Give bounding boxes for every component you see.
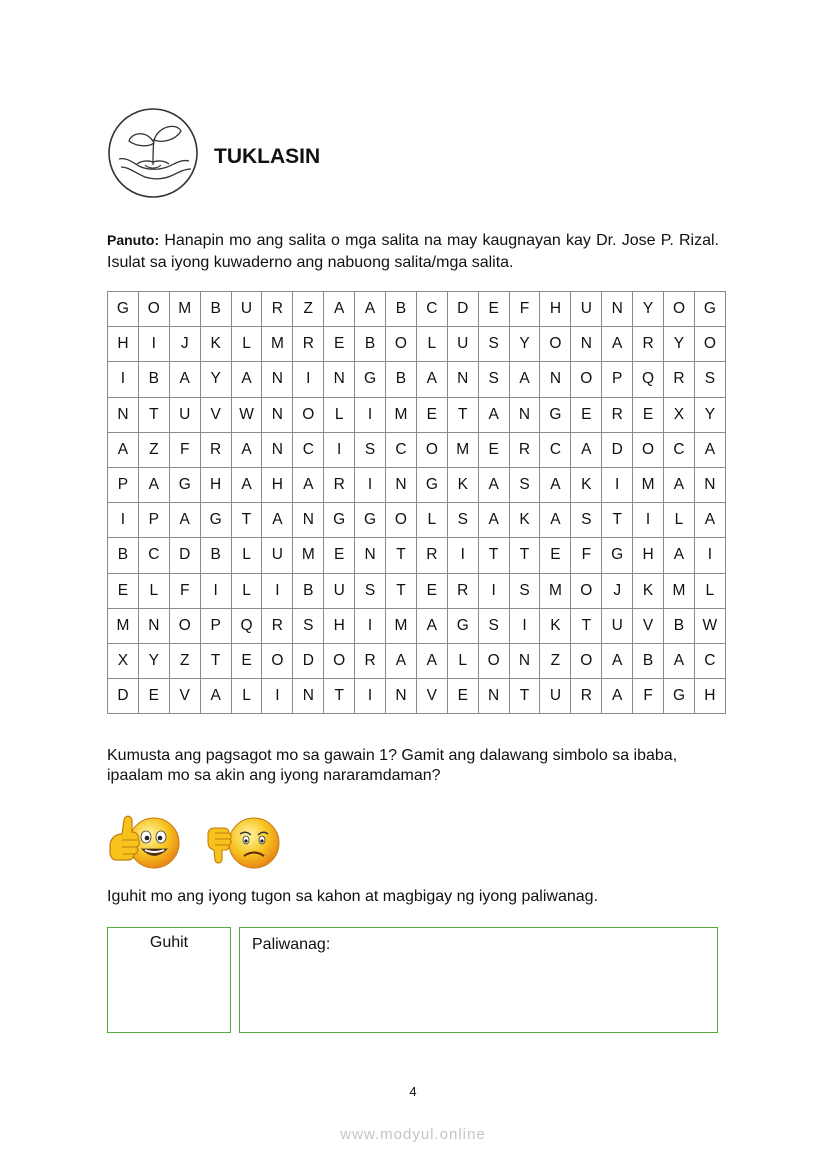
grid-cell[interactable]: A xyxy=(664,538,695,573)
grid-cell[interactable]: C xyxy=(664,432,695,467)
grid-cell[interactable]: R xyxy=(571,679,602,714)
drawing-box-label: Guhit xyxy=(149,934,189,951)
grid-cell[interactable]: N xyxy=(602,292,633,327)
grid-cell[interactable]: E xyxy=(478,292,509,327)
grid-cell[interactable]: L xyxy=(416,327,447,362)
grid-cell[interactable]: L xyxy=(664,503,695,538)
grid-cell[interactable]: M xyxy=(664,573,695,608)
grid-cell[interactable]: N xyxy=(324,362,355,397)
grid-cell[interactable]: M xyxy=(169,292,200,327)
explanation-box-label: Paliwanag: xyxy=(252,936,331,953)
grid-cell[interactable]: V xyxy=(200,397,231,432)
grid-cell[interactable]: C xyxy=(416,292,447,327)
grid-cell[interactable]: B xyxy=(386,292,417,327)
grid-cell[interactable]: P xyxy=(108,467,139,502)
grid-cell[interactable]: G xyxy=(664,679,695,714)
grid-cell[interactable]: A xyxy=(231,432,262,467)
grid-cell[interactable]: A xyxy=(478,467,509,502)
thumbs-up-smiley-icon[interactable] xyxy=(106,810,182,872)
grid-cell[interactable]: O xyxy=(324,643,355,678)
grid-cell[interactable]: I xyxy=(602,467,633,502)
grid-cell[interactable]: O xyxy=(293,397,324,432)
grid-row xyxy=(108,432,726,467)
grid-cell[interactable]: A xyxy=(478,503,509,538)
grid-cell[interactable]: K xyxy=(633,573,664,608)
grid-cell[interactable]: A xyxy=(416,608,447,643)
grid-cell[interactable]: M xyxy=(108,608,139,643)
grid-row xyxy=(108,292,726,327)
grid-cell[interactable]: R xyxy=(200,432,231,467)
grid-cell[interactable]: C xyxy=(138,538,169,573)
section-title: TUKLASIN xyxy=(214,145,321,168)
grid-cell[interactable]: A xyxy=(540,503,571,538)
grid-cell[interactable]: G xyxy=(416,467,447,502)
grid-cell[interactable]: M xyxy=(386,608,417,643)
grid-cell[interactable]: A xyxy=(231,467,262,502)
grid-cell[interactable]: S xyxy=(509,467,540,502)
grid-cell[interactable]: E xyxy=(416,573,447,608)
grid-cell[interactable]: A xyxy=(262,503,293,538)
grid-cell[interactable]: I xyxy=(355,397,386,432)
grid-cell[interactable]: G xyxy=(447,608,478,643)
grid-cell[interactable]: B xyxy=(200,538,231,573)
grid-cell[interactable]: A xyxy=(169,362,200,397)
grid-row xyxy=(108,397,726,432)
grid-cell[interactable]: H xyxy=(108,327,139,362)
grid-cell[interactable]: N xyxy=(262,397,293,432)
grid-cell[interactable]: K xyxy=(509,503,540,538)
grid-cell[interactable]: M xyxy=(262,327,293,362)
grid-cell[interactable]: D xyxy=(293,643,324,678)
grid-cell[interactable]: N xyxy=(355,538,386,573)
grid-cell[interactable]: H xyxy=(540,292,571,327)
grid-cell[interactable]: T xyxy=(602,503,633,538)
grid-cell[interactable]: U xyxy=(571,292,602,327)
grid-cell[interactable]: G xyxy=(324,503,355,538)
grid-cell[interactable]: W xyxy=(231,397,262,432)
grid-cell[interactable]: E xyxy=(540,538,571,573)
grid-cell[interactable]: I xyxy=(355,467,386,502)
grid-cell[interactable]: F xyxy=(169,573,200,608)
grid-cell[interactable]: L xyxy=(694,573,725,608)
grid-cell[interactable]: S xyxy=(293,608,324,643)
grid-cell[interactable]: L xyxy=(324,397,355,432)
grid-cell[interactable]: Z xyxy=(138,432,169,467)
grid-cell[interactable]: M xyxy=(447,432,478,467)
grid-cell[interactable]: M xyxy=(540,573,571,608)
grid-cell[interactable]: R xyxy=(293,327,324,362)
grid-cell[interactable]: R xyxy=(509,432,540,467)
grid-cell[interactable]: U xyxy=(169,397,200,432)
grid-cell[interactable]: G xyxy=(540,397,571,432)
grid-cell[interactable]: R xyxy=(633,327,664,362)
grid-cell[interactable]: O xyxy=(571,362,602,397)
grid-cell[interactable]: P xyxy=(200,608,231,643)
grid-cell[interactable]: G xyxy=(602,538,633,573)
grid-cell[interactable]: O xyxy=(571,643,602,678)
grid-cell[interactable]: N xyxy=(509,397,540,432)
grid-cell[interactable]: L xyxy=(138,573,169,608)
grid-cell[interactable]: I xyxy=(108,362,139,397)
grid-cell[interactable]: T xyxy=(200,643,231,678)
grid-row xyxy=(108,679,726,714)
grid-cell[interactable]: B xyxy=(293,573,324,608)
grid-cell[interactable]: N xyxy=(571,327,602,362)
grid-cell[interactable]: I xyxy=(200,573,231,608)
grid-cell[interactable]: I xyxy=(138,327,169,362)
grid-cell[interactable]: R xyxy=(324,467,355,502)
grid-cell[interactable]: O xyxy=(540,327,571,362)
grid-cell[interactable]: E xyxy=(633,397,664,432)
grid-cell[interactable]: N xyxy=(138,608,169,643)
grid-cell[interactable]: N xyxy=(540,362,571,397)
grid-cell[interactable]: E xyxy=(324,538,355,573)
grid-row xyxy=(108,573,726,608)
grid-cell[interactable]: N xyxy=(386,679,417,714)
grid-cell[interactable]: I xyxy=(447,538,478,573)
grid-cell[interactable]: E xyxy=(231,643,262,678)
grid-row xyxy=(108,327,726,362)
grid-cell[interactable]: C xyxy=(694,643,725,678)
grid-cell[interactable]: H xyxy=(200,467,231,502)
drawing-box[interactable] xyxy=(107,927,231,1033)
grid-cell[interactable]: A xyxy=(602,327,633,362)
grid-cell[interactable]: A xyxy=(416,643,447,678)
grid-cell[interactable]: A xyxy=(324,292,355,327)
grid-cell[interactable]: A xyxy=(355,292,386,327)
grid-cell[interactable]: L xyxy=(231,573,262,608)
grid-cell[interactable]: T xyxy=(231,503,262,538)
grid-cell[interactable]: D xyxy=(602,432,633,467)
grid-cell[interactable]: C xyxy=(386,432,417,467)
grid-cell[interactable]: Y xyxy=(664,327,695,362)
grid-cell[interactable]: Q xyxy=(231,608,262,643)
grid-cell[interactable]: R xyxy=(416,538,447,573)
grid-cell[interactable]: K xyxy=(447,467,478,502)
grid-cell[interactable]: Y xyxy=(633,292,664,327)
grid-cell[interactable]: G xyxy=(200,503,231,538)
grid-cell[interactable]: B xyxy=(386,362,417,397)
grid-cell[interactable]: H xyxy=(633,538,664,573)
grid-cell[interactable]: H xyxy=(694,679,725,714)
grid-row xyxy=(108,467,726,502)
grid-cell[interactable]: G xyxy=(694,292,725,327)
grid-cell[interactable]: A xyxy=(386,643,417,678)
grid-cell[interactable]: S xyxy=(478,608,509,643)
grid-cell[interactable]: V xyxy=(169,679,200,714)
grid-cell[interactable]: Y xyxy=(138,643,169,678)
grid-cell[interactable]: X xyxy=(108,643,139,678)
explanation-box[interactable] xyxy=(239,927,718,1033)
grid-cell[interactable]: S xyxy=(355,432,386,467)
grid-cell[interactable]: N xyxy=(262,432,293,467)
grid-cell[interactable]: G xyxy=(169,467,200,502)
grid-cell[interactable]: D xyxy=(108,679,139,714)
grid-cell[interactable]: N xyxy=(694,467,725,502)
grid-cell[interactable]: T xyxy=(478,538,509,573)
grid-cell[interactable]: B xyxy=(200,292,231,327)
grid-cell[interactable]: O xyxy=(478,643,509,678)
grid-cell[interactable]: R xyxy=(664,362,695,397)
grid-cell[interactable]: Y xyxy=(509,327,540,362)
grid-cell[interactable]: A xyxy=(138,467,169,502)
grid-cell[interactable]: T xyxy=(324,679,355,714)
grid-row xyxy=(108,643,726,678)
grid-cell[interactable]: A xyxy=(571,432,602,467)
grid-cell[interactable]: N xyxy=(108,397,139,432)
grid-cell[interactable]: I xyxy=(262,573,293,608)
grid-cell[interactable]: L xyxy=(231,327,262,362)
grid-cell[interactable]: M xyxy=(386,397,417,432)
grid-row xyxy=(108,503,726,538)
grid-cell[interactable]: A xyxy=(602,643,633,678)
grid-cell[interactable]: Y xyxy=(200,362,231,397)
grid-cell[interactable]: I xyxy=(694,538,725,573)
grid-cell[interactable]: R xyxy=(447,573,478,608)
grid-cell[interactable]: L xyxy=(231,679,262,714)
grid-cell[interactable]: A xyxy=(231,362,262,397)
grid-cell[interactable]: A xyxy=(664,467,695,502)
grid-cell[interactable]: O xyxy=(571,573,602,608)
grid-cell[interactable]: P xyxy=(138,503,169,538)
grid-cell[interactable]: L xyxy=(231,538,262,573)
grid-cell[interactable]: Z xyxy=(540,643,571,678)
grid-cell[interactable]: R xyxy=(262,608,293,643)
grid-cell[interactable]: R xyxy=(602,397,633,432)
grid-cell[interactable]: L xyxy=(447,643,478,678)
word-search-grid xyxy=(107,291,726,714)
grid-cell[interactable]: O xyxy=(633,432,664,467)
grid-cell[interactable]: T xyxy=(386,573,417,608)
grid-cell[interactable]: S xyxy=(509,573,540,608)
grid-cell[interactable]: H xyxy=(262,467,293,502)
grid-cell[interactable]: A xyxy=(509,362,540,397)
grid-cell[interactable]: K xyxy=(540,608,571,643)
grid-cell[interactable]: U xyxy=(540,679,571,714)
grid-cell[interactable]: Z xyxy=(293,292,324,327)
grid-cell[interactable]: N xyxy=(293,679,324,714)
grid-cell[interactable]: B xyxy=(664,608,695,643)
thumbs-down-sad-smiley-icon[interactable] xyxy=(202,814,282,872)
grid-cell[interactable]: L xyxy=(416,503,447,538)
grid-cell[interactable]: H xyxy=(324,608,355,643)
grid-cell[interactable]: N xyxy=(386,467,417,502)
grid-cell[interactable]: F xyxy=(509,292,540,327)
draw-prompt: Iguhit mo ang iyong tugon sa kahon at magbigay ng iyong paliwanag. xyxy=(107,888,599,905)
grid-cell[interactable]: O xyxy=(169,608,200,643)
grid-cell[interactable]: F xyxy=(169,432,200,467)
grid-cell[interactable]: E xyxy=(138,679,169,714)
grid-cell[interactable]: S xyxy=(478,362,509,397)
grid-cell[interactable]: V xyxy=(416,679,447,714)
grid-cell[interactable]: T xyxy=(447,397,478,432)
grid-cell[interactable]: M xyxy=(293,538,324,573)
grid-cell[interactable]: B xyxy=(108,538,139,573)
grid-cell[interactable]: I xyxy=(478,573,509,608)
grid-cell[interactable]: J xyxy=(169,327,200,362)
grid-cell[interactable]: N xyxy=(293,503,324,538)
grid-row xyxy=(108,538,726,573)
grid-cell[interactable]: A xyxy=(694,503,725,538)
feedback-question: Kumusta ang pagsagot mo sa gawain 1? Gamit ang dalawang simbolo sa ibaba, ipaalam mo sa akin ang iyong nararamdaman? xyxy=(107,747,678,784)
grid-row xyxy=(108,362,726,397)
grid-cell[interactable]: G xyxy=(355,503,386,538)
grid-cell[interactable]: E xyxy=(416,397,447,432)
grid-cell[interactable]: A xyxy=(478,397,509,432)
grid-cell[interactable]: I xyxy=(108,503,139,538)
grid-cell[interactable]: I xyxy=(509,608,540,643)
grid-cell[interactable]: T xyxy=(386,538,417,573)
grid-cell[interactable]: O xyxy=(416,432,447,467)
grid-cell[interactable]: I xyxy=(324,432,355,467)
grid-cell[interactable]: S xyxy=(355,573,386,608)
grid-cell[interactable]: P xyxy=(602,362,633,397)
grid-cell[interactable]: J xyxy=(602,573,633,608)
grid-cell[interactable]: U xyxy=(447,327,478,362)
grid-cell[interactable]: A xyxy=(169,503,200,538)
grid-cell[interactable]: U xyxy=(231,292,262,327)
grid-cell[interactable]: A xyxy=(664,643,695,678)
grid-cell[interactable]: U xyxy=(324,573,355,608)
grid-cell[interactable]: Z xyxy=(169,643,200,678)
grid-cell[interactable]: C xyxy=(293,432,324,467)
grid-cell[interactable]: D xyxy=(169,538,200,573)
grid-cell[interactable]: K xyxy=(200,327,231,362)
grid-cell[interactable]: Y xyxy=(694,397,725,432)
grid-cell[interactable]: A xyxy=(200,679,231,714)
grid-cell[interactable]: A xyxy=(293,467,324,502)
grid-cell[interactable]: I xyxy=(633,503,664,538)
grid-cell[interactable]: F xyxy=(633,679,664,714)
grid-cell[interactable]: N xyxy=(447,362,478,397)
grid-cell[interactable]: N xyxy=(509,643,540,678)
grid-cell[interactable]: E xyxy=(324,327,355,362)
instruction-body: Hanapin mo ang salita o mga salita na may kaugnayan kay Dr. Jose P. Rizal. Isulat sa iyong kuwaderno ang nabuong salita/mga salita. xyxy=(107,232,720,271)
grid-cell[interactable]: T xyxy=(571,608,602,643)
grid-cell[interactable]: A xyxy=(540,467,571,502)
grid-cell[interactable]: S xyxy=(478,327,509,362)
grid-cell[interactable]: E xyxy=(571,397,602,432)
grid-cell[interactable]: G xyxy=(355,362,386,397)
grid-cell[interactable]: X xyxy=(664,397,695,432)
grid-cell[interactable]: T xyxy=(509,679,540,714)
grid-cell[interactable]: S xyxy=(571,503,602,538)
grid-cell[interactable]: R xyxy=(262,292,293,327)
grid-cell[interactable]: S xyxy=(694,362,725,397)
grid-cell[interactable]: E xyxy=(447,679,478,714)
grid-row xyxy=(108,608,726,643)
grid-cell[interactable]: S xyxy=(447,503,478,538)
grid-cell[interactable]: G xyxy=(108,292,139,327)
grid-cell[interactable]: T xyxy=(138,397,169,432)
grid-cell[interactable]: Q xyxy=(633,362,664,397)
grid-cell[interactable]: K xyxy=(571,467,602,502)
grid-cell[interactable]: B xyxy=(355,327,386,362)
grid-cell[interactable]: I xyxy=(293,362,324,397)
grid-cell[interactable]: O xyxy=(386,503,417,538)
grid-cell[interactable]: F xyxy=(571,538,602,573)
grid-cell[interactable]: A xyxy=(108,432,139,467)
watermark: www.modyul.online xyxy=(340,1126,486,1143)
grid-cell[interactable]: V xyxy=(633,608,664,643)
grid-cell[interactable]: N xyxy=(262,362,293,397)
grid-cell[interactable]: M xyxy=(633,467,664,502)
plant-in-hands-icon xyxy=(107,107,199,199)
grid-cell[interactable]: R xyxy=(355,643,386,678)
grid-cell[interactable]: B xyxy=(138,362,169,397)
grid-cell[interactable]: T xyxy=(509,538,540,573)
grid-cell[interactable]: E xyxy=(478,432,509,467)
grid-cell[interactable]: A xyxy=(694,432,725,467)
instruction-label: Panuto: xyxy=(107,232,160,248)
grid-cell[interactable]: O xyxy=(262,643,293,678)
grid-cell[interactable]: N xyxy=(478,679,509,714)
grid-cell[interactable]: O xyxy=(138,292,169,327)
grid-cell[interactable]: U xyxy=(602,608,633,643)
grid-cell[interactable]: O xyxy=(694,327,725,362)
grid-cell[interactable]: I xyxy=(262,679,293,714)
grid-cell[interactable]: E xyxy=(108,573,139,608)
grid-cell[interactable]: I xyxy=(355,608,386,643)
grid-cell[interactable]: A xyxy=(416,362,447,397)
grid-cell[interactable]: A xyxy=(602,679,633,714)
grid-cell[interactable]: W xyxy=(694,608,725,643)
grid-cell[interactable]: U xyxy=(262,538,293,573)
page-number: 4 xyxy=(409,1084,417,1099)
grid-cell[interactable]: B xyxy=(633,643,664,678)
grid-cell[interactable]: O xyxy=(386,327,417,362)
grid-cell[interactable]: I xyxy=(355,679,386,714)
grid-cell[interactable]: C xyxy=(540,432,571,467)
grid-cell[interactable]: O xyxy=(664,292,695,327)
instruction-text xyxy=(107,229,719,274)
grid-cell[interactable]: D xyxy=(447,292,478,327)
